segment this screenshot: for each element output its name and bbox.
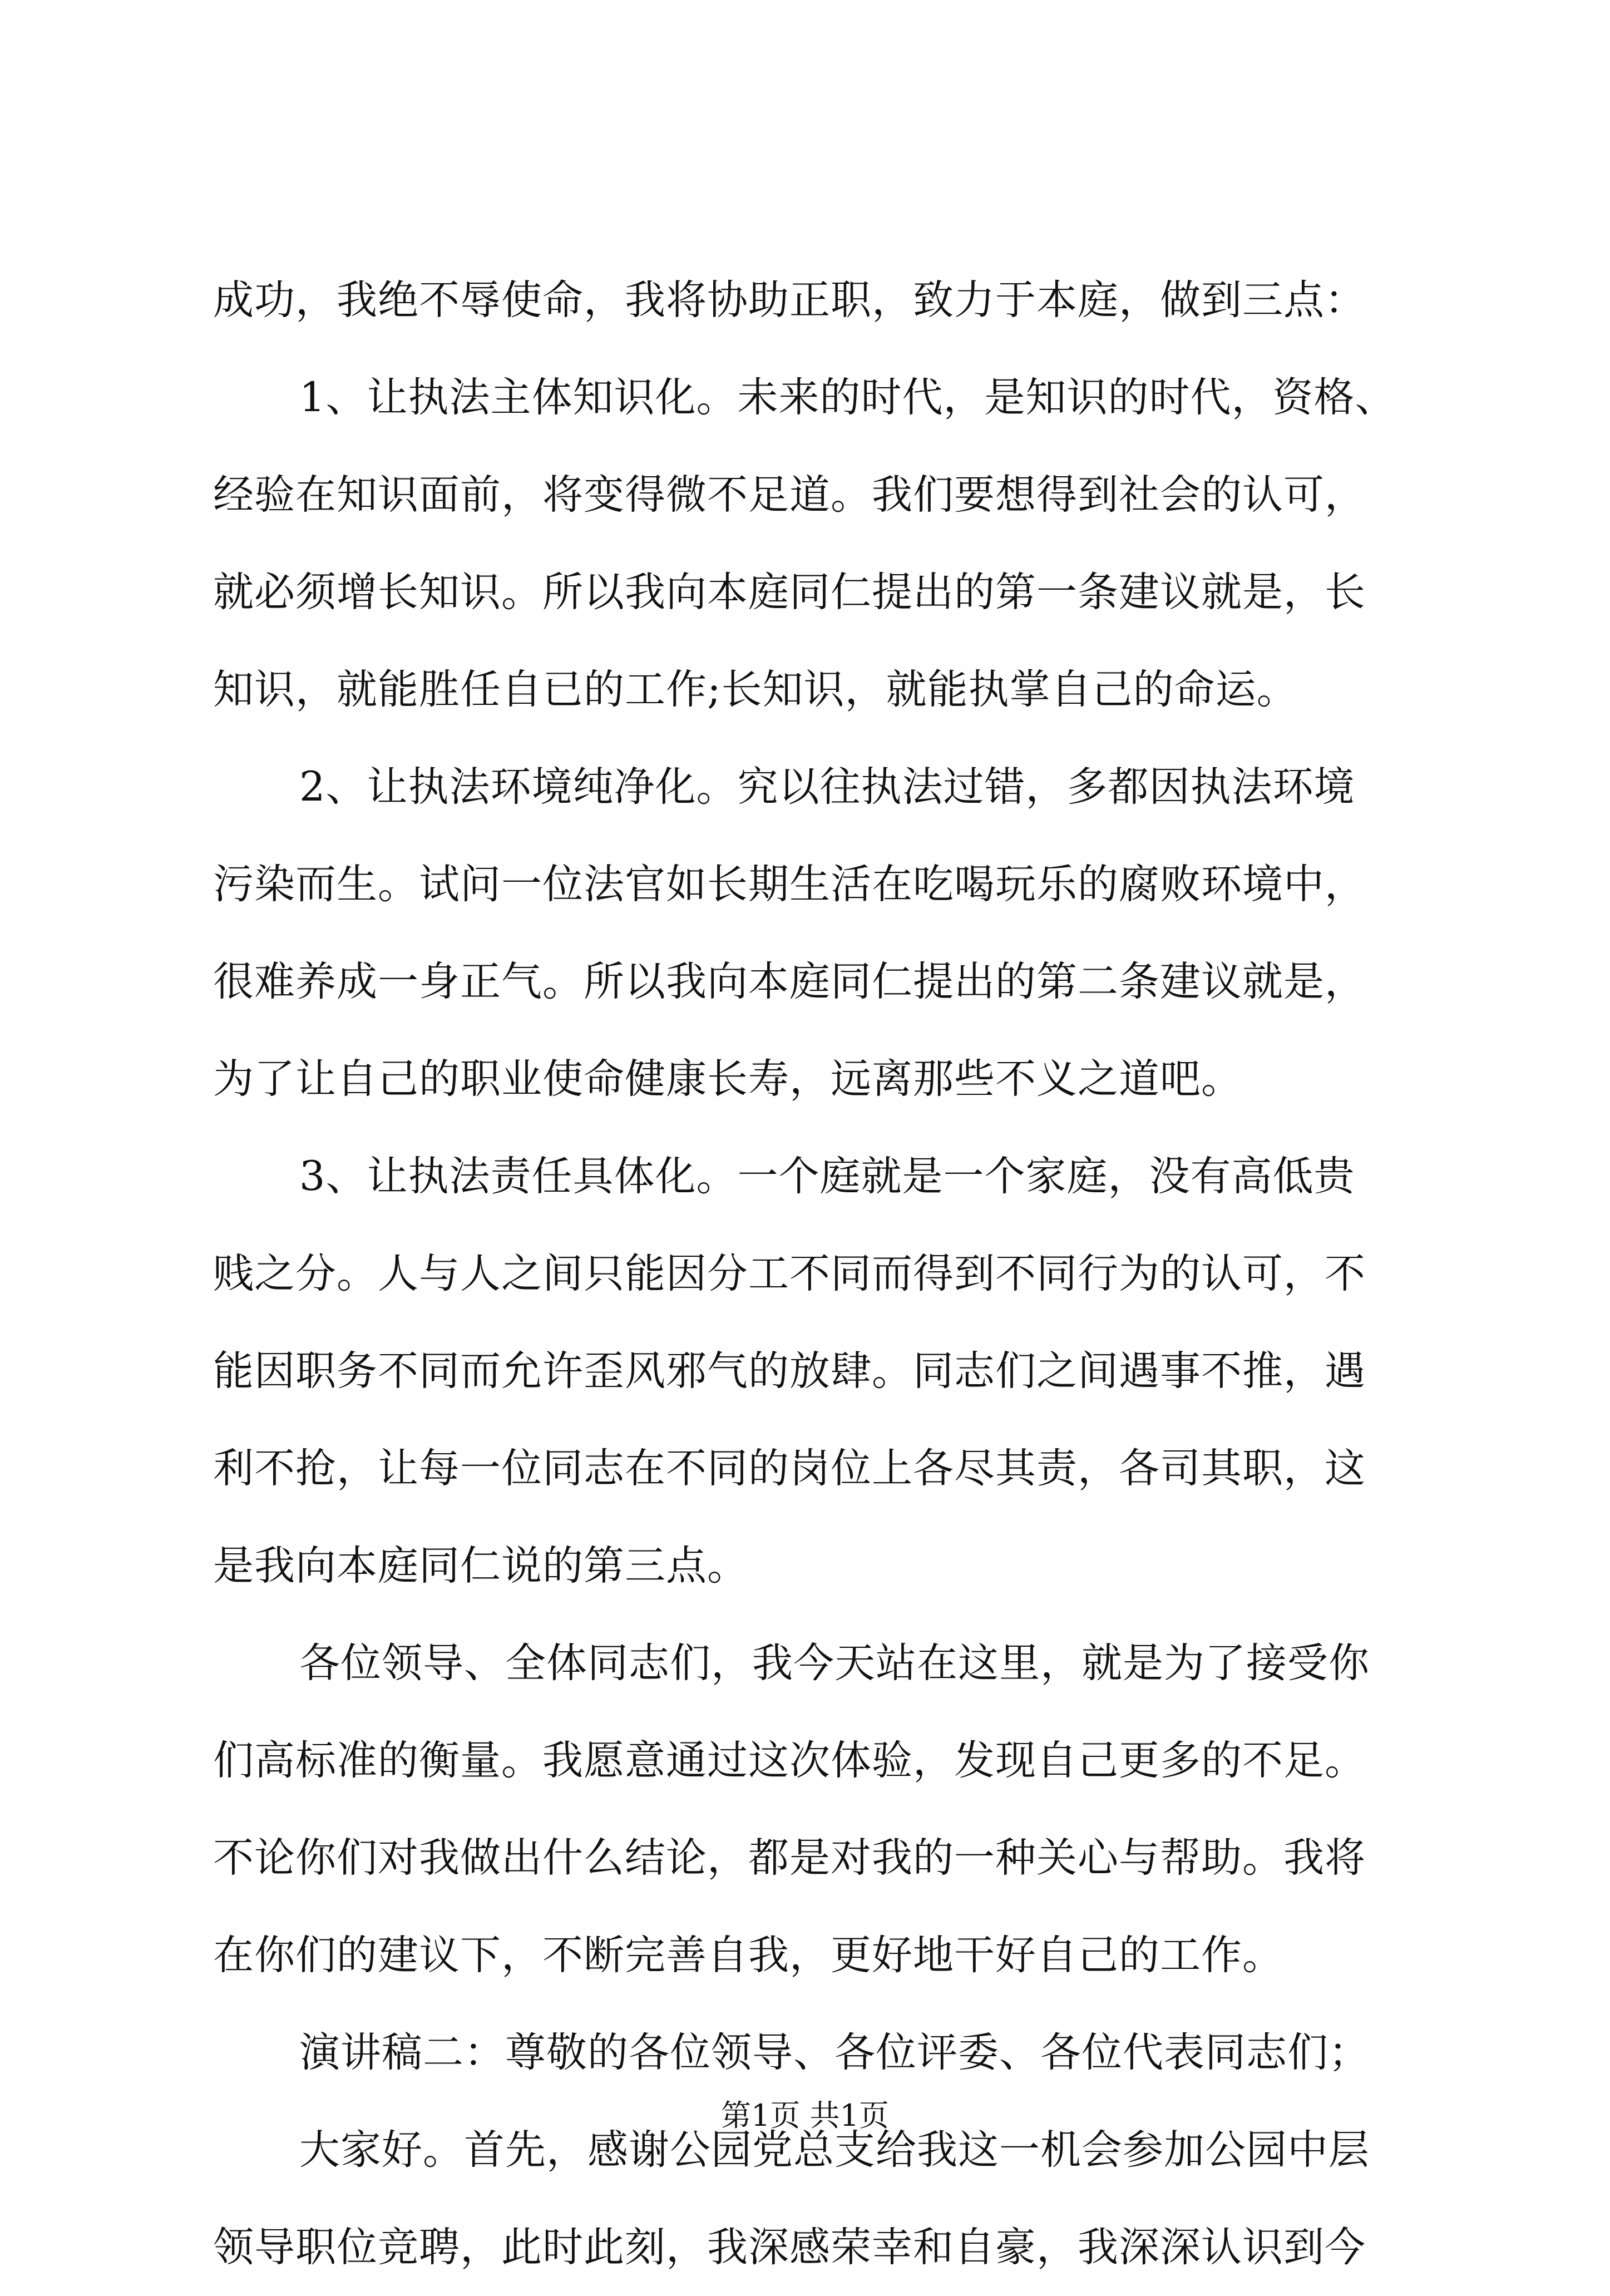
text-line: 们高标准的衡量。我愿意通过这次体验，发现自己更多的不足。 bbox=[213, 1737, 1366, 1784]
text-line: 大家好。首先，感谢公园党总支给我这一机会参加公园中层 bbox=[299, 2126, 1370, 2174]
text-line: 成功，我绝不辱使命，我将协助正职，致力于本庭，做到三点： bbox=[213, 276, 1366, 324]
page-footer: 第1页 共1页 bbox=[721, 2098, 889, 2133]
text-line: 贱之分。人与人之间只能因分工不同而得到不同行为的认可，不 bbox=[213, 1250, 1366, 1297]
text-line: 在你们的建议下，不断完善自我，更好地干好自己的工作。 bbox=[213, 1932, 1283, 1979]
text-line: 领导职位竞聘，此时此刻，我深感荣幸和自豪，我深深认识到今 bbox=[213, 2224, 1366, 2271]
text-line: 不论你们对我做出什么结论，都是对我的一种关心与帮助。我将 bbox=[213, 1834, 1366, 1882]
text-line: 为了让自己的职业使命健康长寿，远离那些不义之道吧。 bbox=[213, 1055, 1242, 1103]
text-line: 污染而生。试问一位法官如长期生活在吃喝玩乐的腐败环境中， bbox=[213, 861, 1366, 908]
text-line: 能因职务不同而允许歪风邪气的放肆。同志们之间遇事不推，遇 bbox=[213, 1347, 1366, 1395]
text-line: 知识，就能胜任自已的工作;长知识，就能执掌自己的命运。 bbox=[213, 666, 1298, 713]
document-body bbox=[213, 251, 1395, 2296]
text-line: 各位领导、全体同志们，我今天站在这里，就是为了接受你 bbox=[299, 1640, 1370, 1687]
text-line: 2、让执法环境纯净化。究以往执法过错，多都因执法环境 bbox=[299, 763, 1355, 811]
text-line: 经验在知识面前，将变得微不足道。我们要想得到社会的认可， bbox=[213, 471, 1366, 519]
text-line: 演讲稿二：尊敬的各位领导、各位评委、各位代表同志们； bbox=[299, 2029, 1370, 2076]
text-line: 利不抢，让每一位同志在不同的岗位上各尽其责，各司其职，这 bbox=[213, 1445, 1366, 1492]
text-line: 很难养成一身正气。所以我向本庭同仁提出的第二条建议就是， bbox=[213, 958, 1366, 1005]
text-line: 就必须增长知识。所以我向本庭同仁提出的第一条建议就是，长 bbox=[213, 569, 1366, 616]
text-line: 1、让执法主体知识化。未来的时代，是知识的时代，资格、 bbox=[299, 374, 1396, 421]
text-line: 3、让执法责任具体化。一个庭就是一个家庭，没有高低贵 bbox=[299, 1153, 1355, 1200]
text-line: 是我向本庭同仁说的第三点。 bbox=[213, 1542, 748, 1589]
